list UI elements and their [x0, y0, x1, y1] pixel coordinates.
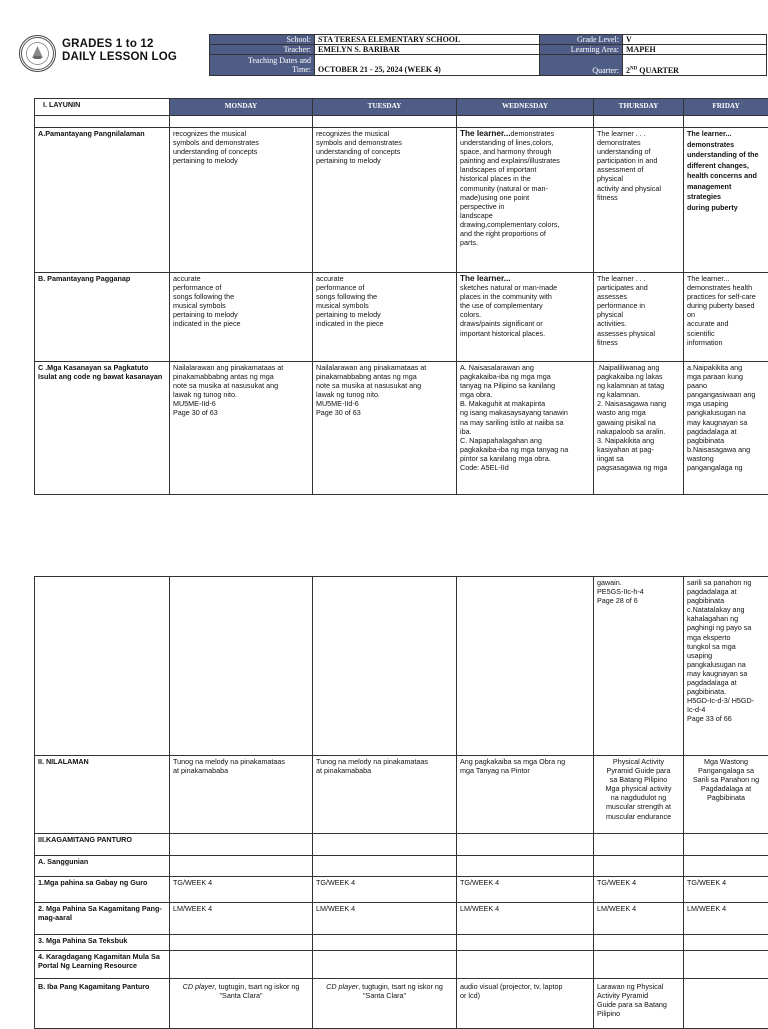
- objectives-heading: I. LAYUNIN: [35, 99, 170, 116]
- content-standard-wednesday: [457, 128, 594, 273]
- dates-label-line2: Time:: [213, 65, 311, 74]
- teacher-guide-wednesday: TG/WEEK 4: [457, 877, 594, 903]
- content-monday: Tunog na melody na pinakamataas at pinakamababa: [170, 756, 313, 834]
- competencies-cont-thursday: gawain. PE5GS-IIc-h-4 Page 28 of 6: [594, 577, 684, 756]
- grade-label: Grade Level:: [540, 35, 623, 45]
- empty-cell: [457, 935, 594, 951]
- other-resources-monday-rest: , tugtugin, tsart ng iskor ng "Santa Clara": [215, 982, 300, 1000]
- other-resources-friday: [684, 979, 768, 1029]
- content-tuesday: Tunog na melody na pinakamataas at pinakamababa: [313, 756, 457, 834]
- spacer-cell: [594, 116, 684, 128]
- empty-cell: [594, 856, 684, 877]
- competencies-cont-tuesday: [313, 577, 457, 756]
- teacher-guide-pages-label: 1.Mga pahina sa Gabay ng Guro: [35, 877, 170, 903]
- empty-cell: [457, 951, 594, 979]
- empty-cell: [594, 834, 684, 856]
- content-standard-monday: recognizes the musical symbols and demonstrates understanding of concepts pertaining to melody: [170, 128, 313, 273]
- empty-cell: [594, 935, 684, 951]
- area-label: Learning Area:: [540, 45, 623, 55]
- learning-competencies-thursday: .Naipaliliwanag ang pagkakaiba ng lakas ng kalamnan at tatag ng kalamnan. 2. Naisasagawa nang wasto ang mga gawaing pisikal na nakapaloob sa aralin. 3. Naipakikita ang kasiyahan at pag- iingat sa pagsasagawa ng mga: [594, 362, 684, 495]
- learner-materials-thursday: LM/WEEK 4: [594, 903, 684, 935]
- header-info-table: [209, 34, 767, 76]
- teacher-label: Teacher:: [210, 45, 315, 55]
- learning-competencies-tuesday: Nailalarawan ang pinakamataas at pinakamabbabng antas ng mga note sa musika at nasusukat ang lawak ng tunog nito. MU5ME-IId-6 Page 30 of 63: [313, 362, 457, 495]
- learner-materials-friday: LM/WEEK 4: [684, 903, 768, 935]
- performance-standard-wednesday-lead: The learner...: [460, 274, 590, 283]
- teacher-guide-friday: TG/WEEK 4: [684, 877, 768, 903]
- title-line-2: DAILY LESSON LOG: [62, 51, 177, 64]
- content-standard-label: A.Pamantayang Pangnilalaman: [35, 128, 170, 273]
- performance-standard-wednesday: [457, 273, 594, 362]
- school-value: STA TERESA ELEMENTARY SCHOOL: [315, 35, 540, 45]
- other-resources-tuesday-em: CD player: [326, 982, 358, 991]
- content-standard-wednesday-body: understanding of lines,colors, space, and harmony through painting and explains/illustrates landscapes of important historical places in the community (natural or man- made)using one point perspective in landscape drawing,complementary colors, and the right proportions of parts.: [460, 138, 590, 247]
- other-resources-thursday: Larawan ng Physical Activity Pyramid Guide para sa Batang Pilipino: [594, 979, 684, 1029]
- learning-competencies-wednesday: A. Naisasalarawan ang pagkakaiba-iba ng mga mga tanyag na Pilipino sa kanilang mga obra. B. Makaguhit at makapinta ng isang makasaysayang tanawin na may sariling istilo at naiiba sa iba. C. Napapahalagahan ang pagkakaiba-iba ng mga tanyag na pintor sa kanilang mga obra. Code: A5EL-IId: [457, 362, 594, 495]
- content-standard-wednesday-lead-rest: demonstrates: [511, 129, 555, 138]
- day-header-wednesday: WEDNESDAY: [457, 99, 594, 116]
- empty-cell: [457, 834, 594, 856]
- spacer-cell: [457, 116, 594, 128]
- content-label: II. NILALAMAN: [35, 756, 170, 834]
- content-friday: Mga Wastong Pangangalaga sa Sarili sa Panahon ng Pagdadalaga at Pagbibinata: [684, 756, 768, 834]
- continued-label-cell: [35, 577, 170, 756]
- empty-cell: [684, 834, 768, 856]
- quarter-ordinal: ND: [630, 66, 637, 71]
- day-header-monday: MONDAY: [170, 99, 313, 116]
- other-resources-monday-em: CD player: [183, 982, 215, 991]
- references-label: A. Sanggunian: [35, 856, 170, 877]
- teacher-guide-tuesday: TG/WEEK 4: [313, 877, 457, 903]
- teacher-guide-monday: TG/WEEK 4: [170, 877, 313, 903]
- other-resources-tuesday: [313, 979, 457, 1029]
- content-standard-wednesday-lead: The learner...: [460, 129, 511, 138]
- lr-portal-materials-label: 4. Karagdagang Kagamitan Mula Sa Portal Ng Learning Resource: [35, 951, 170, 979]
- quarter-word: QUARTER: [639, 66, 679, 75]
- learning-competencies-friday: a.Naipakikita ang mga paraan kung paano pangangasiwaan ang mga usaping pangkalusugan na may kaugnayan sa pagdadalaga at pagbibinata b.Naisasagawa ang wastong pangangalaga ng: [684, 362, 768, 495]
- other-resources-tuesday-rest: , tugtugin, tsart ng iskor ng "Santa Clara": [358, 982, 443, 1000]
- performance-standard-monday: accurate performance of songs following the musical symbols pertaining to melody indicated in the piece: [170, 273, 313, 362]
- spacer-cell: [684, 116, 768, 128]
- lesson-log-table-page-1: [34, 98, 768, 495]
- other-resources-label: B. Iba Pang Kagamitang Panturo: [35, 979, 170, 1029]
- empty-cell: [313, 935, 457, 951]
- competencies-cont-monday: [170, 577, 313, 756]
- day-header-tuesday: TUESDAY: [313, 99, 457, 116]
- quarter-value: [623, 55, 767, 76]
- learning-competencies-monday: Nailalarawan ang pinakamataas at pinakamabbabng antas ng mga note sa musika at nasusukat ang lawak ng tunog nito. MU5ME-IId-6 Page 30 of 63: [170, 362, 313, 495]
- resources-label: III.KAGAMITANG PANTURO: [35, 834, 170, 856]
- competencies-cont-friday: sarili sa panahon ng pagdadalaga at pagbibinata c.Natatalakay ang kahalagahan ng paghingi ng payo sa mga eksperto tungkol sa mga usaping pangkalusugan na may kaugnayan sa pagdadalaga at pagbibinata. H5GD-Ic-d-3/ H5GD- Ic-d-4 Page 33 of 66: [684, 577, 768, 756]
- other-resources-monday: [170, 979, 313, 1029]
- empty-cell: [313, 856, 457, 877]
- content-thursday: Physical Activity Pyramid Guide para sa Batang Pilipino Mga physical activity na nagdudulot ng muscular strength at muscular endurance: [594, 756, 684, 834]
- content-standard-tuesday: recognizes the musical symbols and demonstrates understanding of concepts pertaining to melody: [313, 128, 457, 273]
- spacer-cell: [170, 116, 313, 128]
- dates-value: OCTOBER 21 - 25, 2024 (WEEK 4): [315, 55, 540, 76]
- performance-standard-friday: The learner... demonstrates health practices for self-care during puberty based on accurate and scientific information: [684, 273, 768, 362]
- empty-cell: [313, 834, 457, 856]
- spacer-cell: [35, 116, 170, 128]
- empty-cell: [313, 951, 457, 979]
- dates-label: [210, 55, 315, 76]
- empty-cell: [684, 935, 768, 951]
- empty-cell: [170, 951, 313, 979]
- deped-seal-logo: [19, 35, 56, 72]
- empty-cell: [684, 856, 768, 877]
- learning-competencies-label: C .Mga Kasanayan sa Pagkatuto Isulat ang code ng bawat kasanayan: [35, 362, 170, 495]
- learner-materials-monday: LM/WEEK 4: [170, 903, 313, 935]
- teacher-value: EMELYN S. BARIBAR: [315, 45, 540, 55]
- empty-cell: [594, 951, 684, 979]
- textbook-pages-label: 3. Mga Pahina Sa Teksbuk: [35, 935, 170, 951]
- lesson-log-table-page-2: [34, 576, 768, 1029]
- performance-standard-label: B. Pamantayang Pagganap: [35, 273, 170, 362]
- content-wednesday: Ang pagkakaiba sa mga Obra ng mga Tanyag na Pintor: [457, 756, 594, 834]
- quarter-label: Quarter:: [540, 55, 623, 76]
- content-standard-thursday: The learner . . . demonstrates understanding of participation in and assessment of physical activity and physical fitness: [594, 128, 684, 273]
- competencies-cont-wednesday: [457, 577, 594, 756]
- performance-standard-wednesday-body: sketches natural or man-made places in the community with the use of complementary colors. draws/paints significant or important historical places.: [460, 283, 590, 338]
- learner-materials-pages-label: 2. Mga Pahina Sa Kagamitang Pang-mag-aaral: [35, 903, 170, 935]
- empty-cell: [170, 935, 313, 951]
- teacher-guide-thursday: TG/WEEK 4: [594, 877, 684, 903]
- school-label: School:: [210, 35, 315, 45]
- empty-cell: [684, 951, 768, 979]
- spacer-cell: [313, 116, 457, 128]
- title-line-1: GRADES 1 to 12: [62, 38, 177, 51]
- performance-standard-thursday: The learner . . . participates and assesses performance in physical activities. assesses physical fitness: [594, 273, 684, 362]
- dates-label-line1: Teaching Dates and: [213, 56, 311, 65]
- performance-standard-tuesday: accurate performance of songs following the musical symbols pertaining to melody indicated in the piece: [313, 273, 457, 362]
- grade-value: V: [623, 35, 767, 45]
- day-header-thursday: THURSDAY: [594, 99, 684, 116]
- other-resources-wednesday: audio visual (projector, tv, laptop or lcd): [457, 979, 594, 1029]
- content-standard-friday: The learner... demonstrates understanding of the different changes, health concerns and management strategies during puberty: [684, 128, 768, 273]
- learner-materials-tuesday: LM/WEEK 4: [313, 903, 457, 935]
- empty-cell: [170, 856, 313, 877]
- day-header-friday: FRIDAY: [684, 99, 768, 116]
- empty-cell: [457, 856, 594, 877]
- area-value: MAPEH: [623, 45, 767, 55]
- learner-materials-wednesday: LM/WEEK 4: [457, 903, 594, 935]
- document-title: [62, 38, 177, 64]
- quarter-number: 2: [626, 66, 630, 75]
- empty-cell: [170, 834, 313, 856]
